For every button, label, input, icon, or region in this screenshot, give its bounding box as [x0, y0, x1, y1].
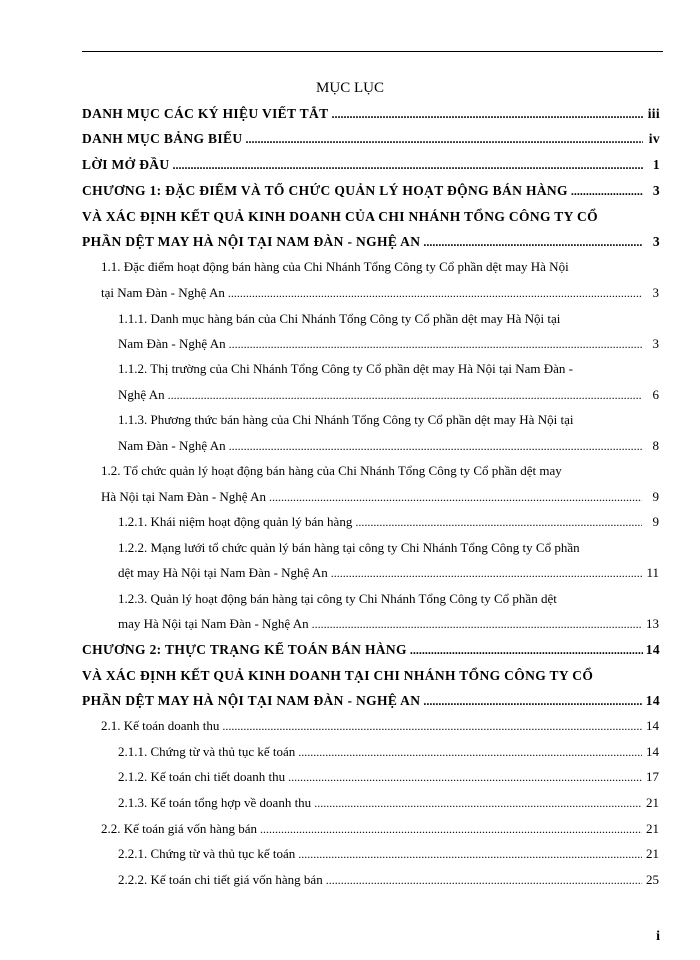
- toc-entry-continued[interactable]: 1.1. Đặc điểm hoạt động bán hàng của Chi Nhánh Tổng Công ty Cổ phần dệt may Hà Nội: [101, 259, 569, 274]
- leader-dots: [260, 821, 642, 837]
- leader-dots: [410, 642, 643, 658]
- leader-dots: [423, 693, 642, 709]
- toc-entry[interactable]: tại Nam Đàn - Nghệ An ..... 3: [101, 285, 659, 301]
- toc-entry-continued[interactable]: 1.1.1. Danh mục hàng bán của Chi Nhánh Tổng Công ty Cổ phần dệt may Hà Nội tại: [118, 311, 561, 326]
- leader-dots: [173, 157, 644, 173]
- toc-title: MỤC LỤC: [316, 80, 384, 96]
- leader-dots: [245, 131, 643, 147]
- toc-entry-continued[interactable]: VÀ XÁC ĐỊNH KẾT QUẢ KINH DOANH TẠI CHI NHÁNH TỔNG CÔNG TY CỔ: [82, 668, 594, 683]
- toc-entry-continued[interactable]: 1.1.2. Thị trường của Chi Nhánh Tổng Công ty Cổ phần dệt may Hà Nội tại Nam Đàn -: [118, 361, 574, 376]
- toc-entry[interactable]: PHẦN DỆT MAY HÀ NỘI TẠI NAM ĐÀN - NGHỆ AN ..... 14: [82, 693, 660, 709]
- toc-entry[interactable]: PHẦN DỆT MAY HÀ NỘI TẠI NAM ĐÀN - NGHỆ AN ..... 3: [82, 234, 660, 250]
- toc-entry[interactable]: LỜI MỞ ĐẦU ..... 1: [82, 157, 660, 173]
- leader-dots: [228, 285, 642, 301]
- header-rule: [82, 51, 663, 52]
- page-number: i: [656, 929, 660, 944]
- leader-dots: [314, 795, 642, 811]
- leader-dots: [229, 438, 642, 454]
- toc-entry[interactable]: Nam Đàn - Nghệ An ..... 3: [118, 336, 659, 352]
- leader-dots: [326, 872, 642, 888]
- toc-entry[interactable]: 2.1. Kế toán doanh thu ..... 14: [101, 718, 659, 734]
- toc-entry[interactable]: 2.1.1. Chứng từ và thủ tục kế toán ..... 14: [118, 744, 659, 760]
- leader-dots: [298, 744, 642, 760]
- toc-entry[interactable]: 2.2.1. Chứng từ và thủ tục kế toán ..... 21: [118, 846, 659, 862]
- leader-dots: [331, 106, 643, 122]
- toc-entry-continued[interactable]: 1.1.3. Phương thức bán hàng của Chi Nhánh Tổng Công ty Cổ phần dệt may Hà Nội tại: [118, 412, 574, 427]
- toc-entry[interactable]: Nghệ An ..... 6: [118, 387, 659, 403]
- leader-dots: [355, 514, 642, 530]
- leader-dots: [423, 234, 643, 250]
- toc-entry-continued[interactable]: 1.2.2. Mạng lưới tổ chức quản lý bán hàng tại công ty Chi Nhánh Tổng Công ty Cổ phần: [118, 540, 580, 555]
- leader-dots: [288, 769, 642, 785]
- leader-dots: [222, 718, 642, 734]
- toc-entry[interactable]: CHƯƠNG 2: THỰC TRẠNG KẾ TOÁN BÁN HÀNG ..... 14: [82, 642, 660, 658]
- toc-entry-continued[interactable]: 1.2.3. Quản lý hoạt động bán hàng tại công ty Chi Nhánh Tổng Công ty Cổ phần dệt: [118, 591, 557, 606]
- toc-entry[interactable]: CHƯƠNG 1: ĐẶC ĐIỂM VÀ TỔ CHỨC QUẢN LÝ HOẠT ĐỘNG BÁN HÀNG ..... 3: [82, 183, 660, 199]
- toc-entry[interactable]: DANH MỤC CÁC KÝ HIỆU VIẾT TẮT ..... iii: [82, 106, 660, 122]
- toc-entry[interactable]: DANH MỤC BẢNG BIỂU ..... iv: [82, 131, 660, 147]
- leader-dots: [312, 616, 642, 632]
- leader-dots: [269, 489, 642, 505]
- toc-entry[interactable]: 2.1.2. Kế toán chi tiết doanh thu ..... 17: [118, 769, 659, 785]
- toc-entry-continued[interactable]: 1.2. Tổ chức quản lý hoạt động bán hàng của Chi Nhánh Tổng Công ty Cổ phần dệt may: [101, 463, 562, 478]
- leader-dots: [229, 336, 642, 352]
- toc-entry[interactable]: 2.2. Kế toán giá vốn hàng bán ..... 21: [101, 821, 659, 837]
- leader-dots: [298, 846, 642, 862]
- leader-dots: [168, 387, 642, 403]
- toc-entry[interactable]: 1.2.1. Khái niệm hoạt động quản lý bán hàng ..... 9: [118, 514, 659, 530]
- toc-entry[interactable]: dệt may Hà Nội tại Nam Đàn - Nghệ An ..... 11: [118, 565, 659, 581]
- toc-entry[interactable]: Hà Nội tại Nam Đàn - Nghệ An ..... 9: [101, 489, 659, 505]
- toc-entry[interactable]: 2.1.3. Kế toán tổng hợp về doanh thu ..... 21: [118, 795, 659, 811]
- leader-dots: [331, 565, 642, 581]
- toc-entry-continued[interactable]: VÀ XÁC ĐỊNH KẾT QUẢ KINH DOANH CỦA CHI NHÁNH TỔNG CÔNG TY CỔ: [82, 209, 598, 224]
- toc-entry[interactable]: 2.2.2. Kế toán chi tiết giá vốn hàng bán ..... 25: [118, 872, 659, 888]
- toc-entry[interactable]: may Hà Nội tại Nam Đàn - Nghệ An ..... 13: [118, 616, 659, 632]
- leader-dots: [571, 183, 643, 199]
- toc-entry[interactable]: Nam Đàn - Nghệ An ..... 8: [118, 438, 659, 454]
